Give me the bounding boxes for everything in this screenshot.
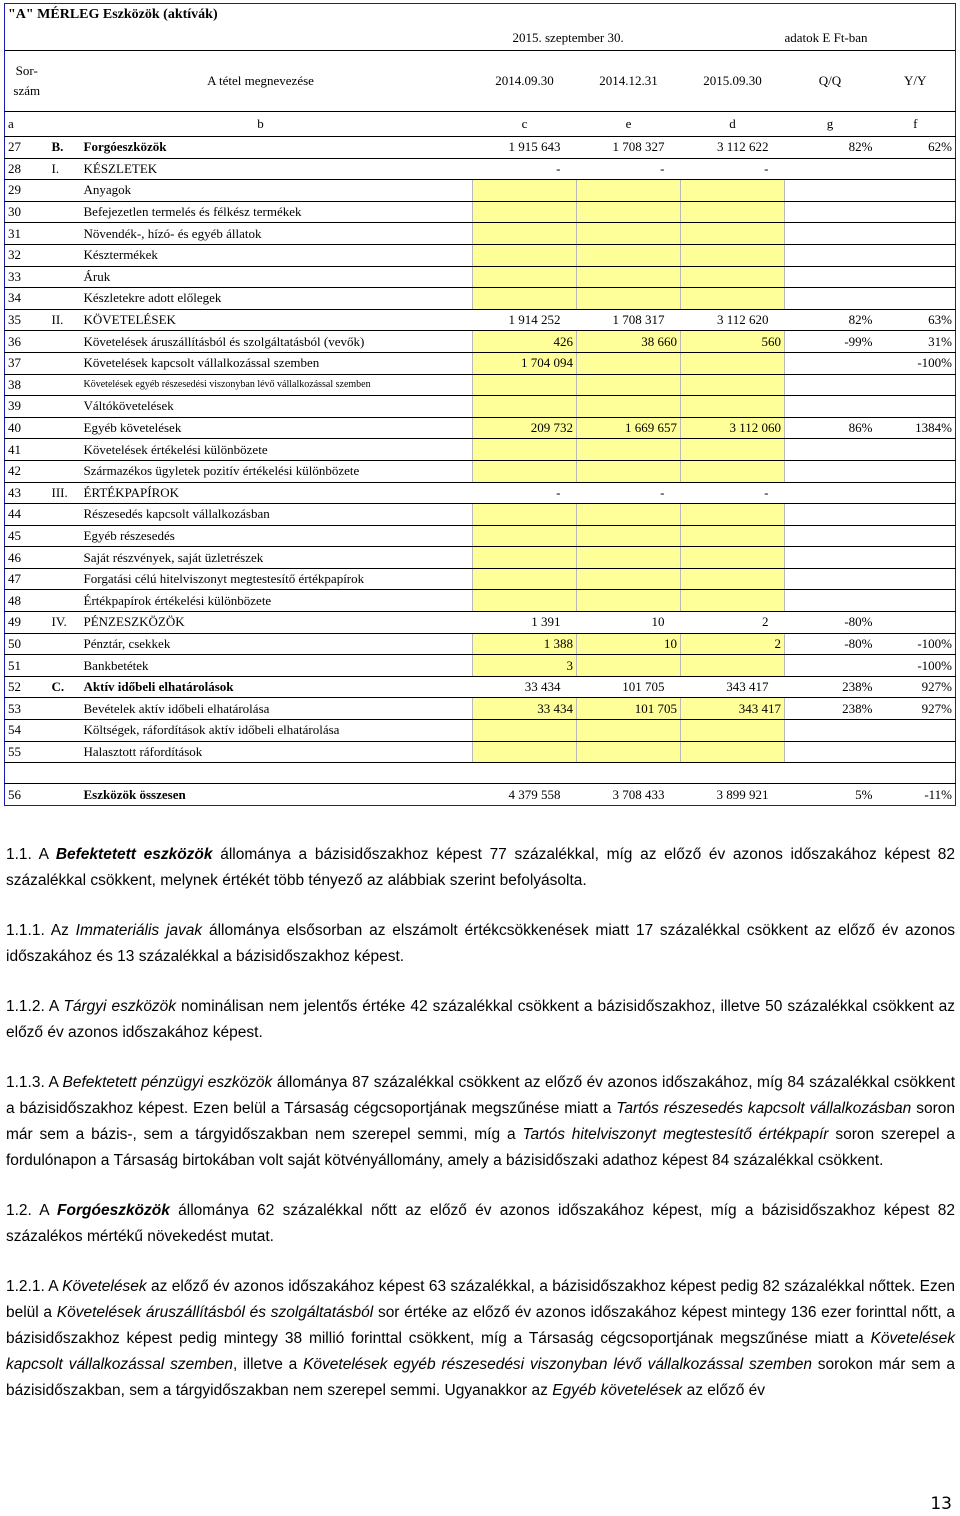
row-roman <box>49 633 81 655</box>
paragraph-1-2-1: 1.2.1. A Követelések az előző év azonos időszakához képest 63 százalékkal, a bázisidőszakhoz képest pedig 82 százalékkal nőttek. Ezen belül a Követelések áruszállításból és szolgáltatásból sor értéke az előző év azonos időszakához képest mintegy 136 ezer forinttal nőtt, a bázisidőszakhoz képest pedig mintegy 38 millió forinttal csökkent, míg a Társaság cégcsoportjának megszűnése miatt a Követelések kapcsolt vállalkozással szemben, illetve a Követelések egyéb részesedési viszonyban lévő vállalkozással szemben sorokon már sem a bázisidőszakban, sem a tárgyidőszakban nem szerepel semmi. Ugyanakkor az Egyéb követelések az előző év <box>6 1278 956 1399</box>
report-date: 2015. szeptember 30. <box>512 30 624 45</box>
row-number: 30 <box>5 201 49 223</box>
row-yy: -100% <box>876 633 956 655</box>
balance-sheet-table-wrapper <box>4 3 955 806</box>
row-yy <box>876 223 956 245</box>
row-number: 37 <box>5 352 49 374</box>
row-number: 36 <box>5 331 49 353</box>
row-roman <box>49 590 81 612</box>
row-value-d <box>681 590 785 612</box>
paragraph-1-1-1: 1.1.1. Az Immateriális javak állománya elsősorban az elszámolt értékcsökkenések miatt 17 százalékkal csökkent az előző év azonos időszakához és 13 százalékkal a bázisidőszakhoz képest. <box>6 922 955 965</box>
row-yy <box>876 741 956 763</box>
row-yy <box>876 180 956 202</box>
row-qq <box>785 223 876 245</box>
row-roman <box>49 568 81 590</box>
row-qq <box>785 374 876 396</box>
letter-f: f <box>876 112 956 137</box>
analysis-text <box>6 842 955 1404</box>
row-value-c: 426 <box>473 331 577 353</box>
row-yy <box>876 158 956 180</box>
table-row <box>5 547 956 569</box>
row-qq <box>785 396 876 418</box>
row-qq <box>785 525 876 547</box>
header-name: A tétel megnevezése <box>49 51 473 112</box>
row-value-e <box>577 180 681 202</box>
table-row <box>5 612 956 634</box>
total-yy: -11% <box>876 784 956 806</box>
row-value-c <box>473 374 577 396</box>
row-yy <box>876 201 956 223</box>
row-roman <box>49 396 81 418</box>
row-name: Pénztár, csekkek <box>81 633 473 655</box>
row-roman <box>49 374 81 396</box>
row-yy <box>876 504 956 526</box>
row-value-e <box>577 525 681 547</box>
row-value-e: 1 669 657 <box>577 417 681 439</box>
row-roman <box>49 504 81 526</box>
table-row <box>5 504 956 526</box>
table-row <box>5 590 956 612</box>
row-qq <box>785 720 876 742</box>
row-value-e <box>577 590 681 612</box>
row-value-e: 10 <box>577 633 681 655</box>
row-yy: 63% <box>876 309 956 331</box>
row-value-e: 10 <box>577 612 681 634</box>
row-name: PÉNZESZKÖZÖK <box>81 612 473 634</box>
table-row <box>5 396 956 418</box>
row-value-d <box>681 504 785 526</box>
row-yy: 31% <box>876 331 956 353</box>
total-name: Eszközök összesen <box>81 784 473 806</box>
row-yy <box>876 288 956 310</box>
row-value-c: - <box>473 482 577 504</box>
row-number: 29 <box>5 180 49 202</box>
row-number: 48 <box>5 590 49 612</box>
row-name: Készletekre adott előlegek <box>81 288 473 310</box>
row-yy <box>876 547 956 569</box>
row-name: Követelések kapcsolt vállalkozással szemben <box>81 352 473 374</box>
row-yy <box>876 374 956 396</box>
row-qq: -80% <box>785 612 876 634</box>
row-roman <box>49 201 81 223</box>
row-value-e: 38 660 <box>577 331 681 353</box>
row-qq <box>785 180 876 202</box>
row-number: 47 <box>5 568 49 590</box>
row-yy <box>876 568 956 590</box>
row-qq <box>785 439 876 461</box>
row-roman <box>49 525 81 547</box>
row-qq: 238% <box>785 698 876 720</box>
row-yy: 927% <box>876 698 956 720</box>
table-title: "A" MÉRLEG Eszközök (aktívák) <box>5 4 956 27</box>
row-value-e <box>577 396 681 418</box>
header-sorszam: Sor-szám <box>5 51 49 112</box>
row-qq <box>785 590 876 612</box>
row-value-d <box>681 741 785 763</box>
row-value-d <box>681 720 785 742</box>
row-yy: 1384% <box>876 417 956 439</box>
row-number: 41 <box>5 439 49 461</box>
row-yy <box>876 720 956 742</box>
row-roman <box>49 547 81 569</box>
row-value-c: 1 704 094 <box>473 352 577 374</box>
header-yy: Y/Y <box>876 51 956 112</box>
row-value-e: 1 708 327 <box>577 137 681 159</box>
row-value-c <box>473 525 577 547</box>
row-value-d <box>681 180 785 202</box>
row-roman <box>49 331 81 353</box>
row-name: Követelések áruszállításból és szolgáltatásból (vevők) <box>81 331 473 353</box>
row-value-c <box>473 266 577 288</box>
row-roman: II. <box>49 309 81 331</box>
row-value-d <box>681 396 785 418</box>
row-value-d: 2 <box>681 612 785 634</box>
table-row <box>5 180 956 202</box>
row-number: 31 <box>5 223 49 245</box>
row-value-c <box>473 568 577 590</box>
row-value-c <box>473 223 577 245</box>
table-row <box>5 352 956 374</box>
row-value-c: 1 915 643 <box>473 137 577 159</box>
total-value-e: 3 708 433 <box>577 784 681 806</box>
total-roman <box>49 784 81 806</box>
row-value-d <box>681 352 785 374</box>
row-number: 33 <box>5 266 49 288</box>
row-name: Késztermékek <box>81 244 473 266</box>
row-value-d: - <box>681 158 785 180</box>
row-name: Bevételek aktív időbeli elhatárolása <box>81 698 473 720</box>
row-name: Forgatási célú hitelviszonyt megtestesítő értékpapírok <box>81 568 473 590</box>
row-value-e <box>577 266 681 288</box>
row-yy <box>876 396 956 418</box>
row-qq: 238% <box>785 676 876 698</box>
letter-a: a <box>5 112 49 137</box>
row-value-d: 3 112 060 <box>681 417 785 439</box>
row-name: Saját részvények, saját üzletrészek <box>81 547 473 569</box>
row-value-c: 1 391 <box>473 612 577 634</box>
paragraph-1-1: 1.1. A Befektetett eszközök állománya a bázisidőszakhoz képest 77 százalékkal, míg az előző év azonos időszakához képest 82 százalékkal csökkent, melynek értékét több tényező az alábbiak szerint befolyásolta. <box>6 846 955 889</box>
table-row <box>5 244 956 266</box>
total-number: 56 <box>5 784 49 806</box>
paragraph-1-2: 1.2. A Forgóeszközök állománya 62 százalékkal nőtt az előző év azonos időszakához képest, míg a bázisidőszakhoz képest 82 százalékos mértékű növekedést mutat. <box>6 1202 955 1245</box>
row-value-e: 101 705 <box>577 676 681 698</box>
row-yy <box>876 590 956 612</box>
row-roman <box>49 352 81 374</box>
row-value-e <box>577 288 681 310</box>
row-roman: B. <box>49 137 81 159</box>
row-qq <box>785 288 876 310</box>
total-value-c: 4 379 558 <box>473 784 577 806</box>
table-row <box>5 158 956 180</box>
row-yy <box>876 525 956 547</box>
row-qq <box>785 504 876 526</box>
row-qq: 86% <box>785 417 876 439</box>
row-value-d <box>681 201 785 223</box>
gap-cell <box>5 763 956 784</box>
row-roman <box>49 655 81 677</box>
row-name: Forgóeszközök <box>81 137 473 159</box>
row-roman <box>49 180 81 202</box>
table-row <box>5 223 956 245</box>
row-roman <box>49 223 81 245</box>
total-qq: 5% <box>785 784 876 806</box>
row-number: 54 <box>5 720 49 742</box>
row-yy <box>876 244 956 266</box>
row-value-e: 101 705 <box>577 698 681 720</box>
table-row <box>5 374 956 396</box>
table-row <box>5 741 956 763</box>
row-value-d: 3 112 620 <box>681 309 785 331</box>
row-value-e <box>577 504 681 526</box>
row-value-c: 209 732 <box>473 417 577 439</box>
row-value-c <box>473 720 577 742</box>
row-yy <box>876 612 956 634</box>
table-row <box>5 482 956 504</box>
row-number: 46 <box>5 547 49 569</box>
row-number: 52 <box>5 676 49 698</box>
row-name: Részesedés kapcsolt vállalkozásban <box>81 504 473 526</box>
letter-g: g <box>785 112 876 137</box>
row-roman <box>49 698 81 720</box>
row-value-c: 1 388 <box>473 633 577 655</box>
row-name: Aktív időbeli elhatárolások <box>81 676 473 698</box>
row-yy: -100% <box>876 655 956 677</box>
row-qq <box>785 482 876 504</box>
row-value-c <box>473 460 577 482</box>
row-number: 42 <box>5 460 49 482</box>
row-qq <box>785 266 876 288</box>
paragraph-1-1-2: 1.1.2. A Tárgyi eszközök nominálisan nem jelentős értéke 42 százalékkal csökkent a bázisidőszakhoz, illetve 50 százalékkal csökkent az előző év azonos időszakához képest. <box>6 998 955 1041</box>
row-number: 34 <box>5 288 49 310</box>
row-yy: 927% <box>876 676 956 698</box>
row-value-d <box>681 244 785 266</box>
row-number: 44 <box>5 504 49 526</box>
row-value-d <box>681 547 785 569</box>
row-name: KÖVETELÉSEK <box>81 309 473 331</box>
row-value-e: 1 708 317 <box>577 309 681 331</box>
row-qq <box>785 741 876 763</box>
letter-d: d <box>681 112 785 137</box>
table-row <box>5 201 956 223</box>
row-yy <box>876 439 956 461</box>
row-roman: IV. <box>49 612 81 634</box>
row-qq <box>785 201 876 223</box>
table-row <box>5 331 956 353</box>
table-row <box>5 439 956 461</box>
row-name: Egyéb követelések <box>81 417 473 439</box>
row-value-d: 343 417 <box>681 698 785 720</box>
row-value-c <box>473 547 577 569</box>
row-name: Befejezetlen termelés és félkész termékek <box>81 201 473 223</box>
paragraph-1-1-3: 1.1.3. A Befektetett pénzügyi eszközök állománya 87 százalékkal csökkent az előző év azonos időszakához, míg 84 százalékkal csökkent a bázisidőszakhoz képest. Ezen belül a Társaság cégcsoportjának megszűnése miatt a Tartós részesedés kapcsolt vállalkozásban soron már sem a bázis-, sem a tárgyidőszakban nem szerepel semmi, míg a Tartós hitelviszonyt megtestesítő értékpapír soron szerepel a fordulónapon a Társaság birtokában volt saját kötvényállomány, amely a bázisidőszaki adathoz képest 84 százalékkal csökkent. <box>6 1074 956 1169</box>
row-qq: -99% <box>785 331 876 353</box>
row-name: Halasztott ráfordítások <box>81 741 473 763</box>
row-value-c <box>473 244 577 266</box>
letter-e: e <box>577 112 681 137</box>
row-name: Anyagok <box>81 180 473 202</box>
row-qq <box>785 547 876 569</box>
header-qq: Q/Q <box>785 51 876 112</box>
row-roman: I. <box>49 158 81 180</box>
row-roman <box>49 720 81 742</box>
row-value-e <box>577 655 681 677</box>
row-value-d <box>681 568 785 590</box>
row-value-c: 33 434 <box>473 698 577 720</box>
row-name: Költségek, ráfordítások aktív időbeli elhatárolása <box>81 720 473 742</box>
row-value-d: 343 417 <box>681 676 785 698</box>
row-number: 49 <box>5 612 49 634</box>
row-roman <box>49 417 81 439</box>
header-col-e: 2014.12.31 <box>577 51 681 112</box>
balance-sheet-table <box>4 3 956 806</box>
row-yy: -100% <box>876 352 956 374</box>
row-value-d <box>681 655 785 677</box>
row-value-d: 3 112 622 <box>681 137 785 159</box>
letter-b: b <box>49 112 473 137</box>
row-name: Egyéb részesedés <box>81 525 473 547</box>
row-name: Értékpapírok értékelési különbözete <box>81 590 473 612</box>
row-number: 55 <box>5 741 49 763</box>
row-value-d <box>681 460 785 482</box>
table-row <box>5 137 956 159</box>
row-number: 40 <box>5 417 49 439</box>
row-value-c <box>473 288 577 310</box>
row-value-d <box>681 288 785 310</box>
row-qq: -80% <box>785 633 876 655</box>
row-value-c: 1 914 252 <box>473 309 577 331</box>
table-row <box>5 288 956 310</box>
row-value-c <box>473 396 577 418</box>
row-number: 32 <box>5 244 49 266</box>
row-value-c <box>473 741 577 763</box>
table-row <box>5 460 956 482</box>
header-col-c: 2014.09.30 <box>473 51 577 112</box>
row-value-d: - <box>681 482 785 504</box>
row-qq <box>785 568 876 590</box>
row-value-e: - <box>577 482 681 504</box>
table-total-row <box>5 784 956 806</box>
row-value-e <box>577 352 681 374</box>
row-yy <box>876 482 956 504</box>
row-value-d <box>681 525 785 547</box>
row-number: 45 <box>5 525 49 547</box>
row-number: 27 <box>5 137 49 159</box>
row-value-e <box>577 741 681 763</box>
unit-label: adatok E Ft-ban <box>785 26 956 51</box>
row-name: Származékos ügyletek pozitív értékelési különbözete <box>81 460 473 482</box>
row-roman: C. <box>49 676 81 698</box>
row-name: Növendék-, hízó- és egyéb állatok <box>81 223 473 245</box>
table-row <box>5 720 956 742</box>
row-value-e: - <box>577 158 681 180</box>
table-row <box>5 676 956 698</box>
table-row <box>5 417 956 439</box>
row-roman: III. <box>49 482 81 504</box>
row-roman <box>49 741 81 763</box>
row-roman <box>49 288 81 310</box>
row-yy <box>876 266 956 288</box>
table-row <box>5 633 956 655</box>
row-name: KÉSZLETEK <box>81 158 473 180</box>
page-number: 13 <box>930 1494 952 1514</box>
row-value-e <box>577 223 681 245</box>
table-row <box>5 568 956 590</box>
row-qq: 82% <box>785 137 876 159</box>
row-number: 53 <box>5 698 49 720</box>
row-roman <box>49 439 81 461</box>
row-name: Áruk <box>81 266 473 288</box>
table-gap-row <box>5 763 956 784</box>
table-row <box>5 309 956 331</box>
row-value-c <box>473 504 577 526</box>
row-roman <box>49 244 81 266</box>
row-value-e <box>577 374 681 396</box>
total-value-d: 3 899 921 <box>681 784 785 806</box>
row-number: 35 <box>5 309 49 331</box>
row-roman <box>49 460 81 482</box>
header-col-d: 2015.09.30 <box>681 51 785 112</box>
row-number: 28 <box>5 158 49 180</box>
row-value-e <box>577 547 681 569</box>
row-value-c <box>473 180 577 202</box>
row-value-e <box>577 460 681 482</box>
row-value-e <box>577 201 681 223</box>
row-value-e <box>577 244 681 266</box>
row-value-c <box>473 439 577 461</box>
row-value-d <box>681 374 785 396</box>
row-value-c <box>473 201 577 223</box>
row-qq <box>785 244 876 266</box>
row-value-d <box>681 439 785 461</box>
row-number: 50 <box>5 633 49 655</box>
row-name: Követelések egyéb részesedési viszonyban lévő vállalkozással szemben <box>81 374 473 396</box>
row-qq <box>785 655 876 677</box>
table-row <box>5 266 956 288</box>
table-row <box>5 698 956 720</box>
row-name: Bankbetétek <box>81 655 473 677</box>
row-yy: 62% <box>876 137 956 159</box>
row-value-e <box>577 568 681 590</box>
letter-c: c <box>473 112 577 137</box>
row-value-d <box>681 266 785 288</box>
row-value-d: 2 <box>681 633 785 655</box>
row-value-c: - <box>473 158 577 180</box>
row-number: 39 <box>5 396 49 418</box>
row-name: Váltókövetelések <box>81 396 473 418</box>
row-value-c: 3 <box>473 655 577 677</box>
row-number: 43 <box>5 482 49 504</box>
row-value-e <box>577 720 681 742</box>
row-value-e <box>577 439 681 461</box>
row-qq <box>785 352 876 374</box>
row-qq <box>785 158 876 180</box>
row-value-c <box>473 590 577 612</box>
table-row <box>5 525 956 547</box>
row-qq <box>785 460 876 482</box>
row-value-d: 560 <box>681 331 785 353</box>
table-row <box>5 655 956 677</box>
row-value-c: 33 434 <box>473 676 577 698</box>
row-value-d <box>681 223 785 245</box>
row-number: 51 <box>5 655 49 677</box>
row-number: 38 <box>5 374 49 396</box>
row-qq: 82% <box>785 309 876 331</box>
row-yy <box>876 460 956 482</box>
row-name: ÉRTÉKPAPÍROK <box>81 482 473 504</box>
row-name: Követelések értékelési különbözete <box>81 439 473 461</box>
row-roman <box>49 266 81 288</box>
